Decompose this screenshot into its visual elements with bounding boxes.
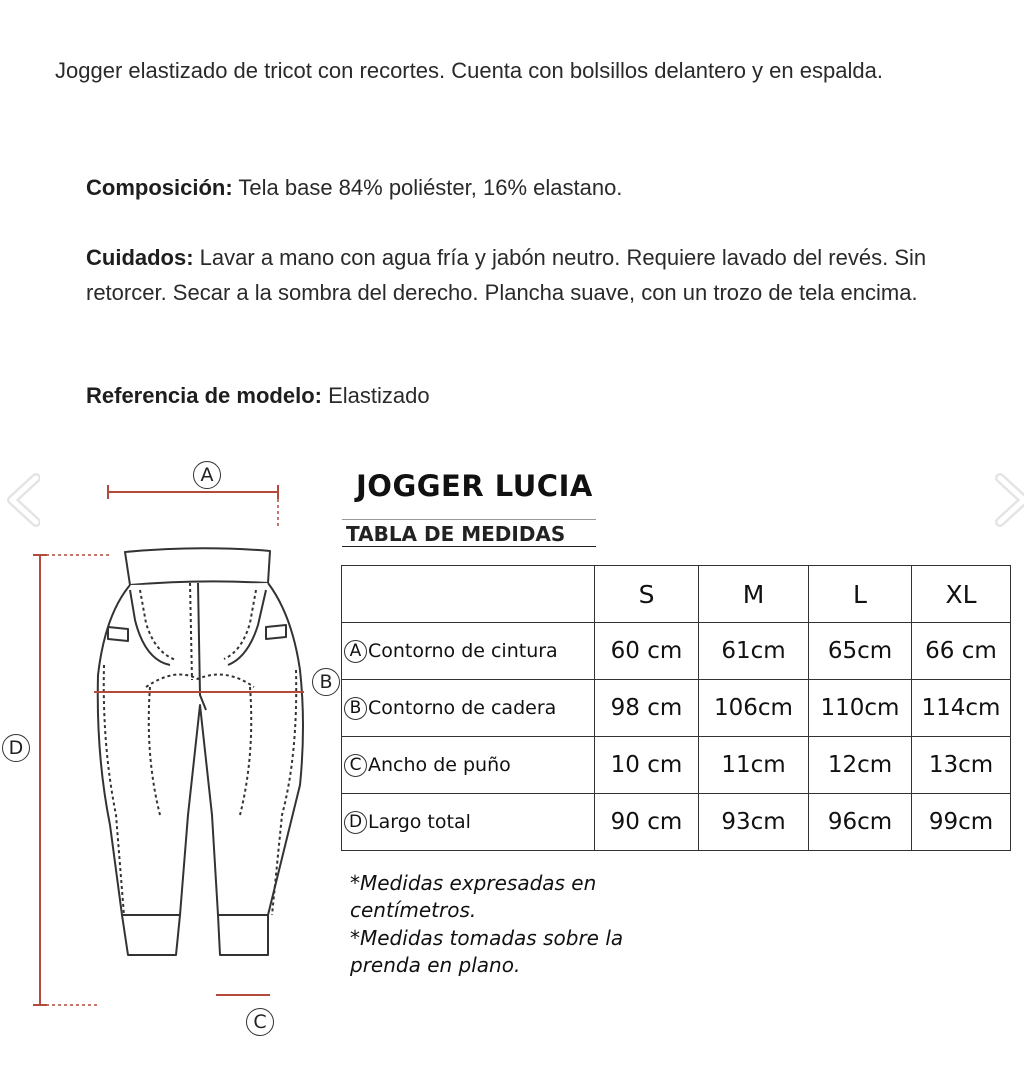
size-header: XL — [912, 566, 1011, 623]
chart-title: JOGGER LUCIA — [356, 469, 593, 503]
table-cell: 90 cm — [595, 794, 699, 851]
table-header-row — [342, 566, 1011, 623]
table-cell: 11cm — [699, 737, 809, 794]
table-row — [342, 737, 1011, 794]
measure-name: Contorno de cadera — [368, 696, 557, 719]
size-header: L — [809, 566, 912, 623]
row-label — [342, 794, 595, 851]
table-cell: 66 cm — [912, 623, 1011, 680]
measure-name: Largo total — [368, 810, 471, 833]
measure-label-a: A — [193, 461, 221, 489]
chart-subtitle: TABLA DE MEDIDAS — [346, 522, 566, 546]
row-label — [342, 623, 595, 680]
product-description: Jogger elastizado de tricot con recortes. Cuenta con bolsillos delantero y en espalda. — [55, 58, 883, 83]
chevron-right-icon — [992, 470, 1024, 530]
composition-line — [86, 171, 986, 204]
table-cell: 99cm — [912, 794, 1011, 851]
row-label — [342, 737, 595, 794]
care-label: Cuidados: — [86, 245, 194, 270]
table-row — [342, 794, 1011, 851]
composition-label: Composición: — [86, 175, 233, 200]
measure-key: A — [344, 640, 367, 663]
measure-key: B — [344, 697, 367, 720]
size-header: M — [699, 566, 809, 623]
table-row — [342, 623, 1011, 680]
table-cell: 61cm — [699, 623, 809, 680]
subtitle-underline — [342, 546, 596, 547]
note-units: *Medidas expresadas en centímetros. — [350, 871, 597, 922]
table-cell: 65cm — [809, 623, 912, 680]
care-value: Lavar a mano con agua fría y jabón neutro. Requiere lavado del revés. Sin retorcer. Secar a la sombra del derecho. Plancha suave, con un trozo de tela encima. — [86, 245, 927, 305]
measure-name: Ancho de puño — [368, 753, 511, 776]
row-label — [342, 680, 595, 737]
table-cell: 110cm — [809, 680, 912, 737]
measure-key: D — [344, 811, 367, 834]
measure-label-b: B — [312, 668, 340, 696]
measure-key: C — [344, 754, 367, 777]
measure-label-c: C — [246, 1008, 274, 1036]
reference-value: Elastizado — [321, 383, 430, 408]
jogger-diagram — [0, 455, 340, 1035]
reference-label: Referencia de modelo: — [86, 383, 322, 408]
measure-label-d: D — [2, 734, 30, 762]
table-cell: 93cm — [699, 794, 809, 851]
table-cell: 60 cm — [595, 623, 699, 680]
size-header: S — [595, 566, 699, 623]
model-reference — [86, 379, 986, 412]
table-cell: 98 cm — [595, 680, 699, 737]
size-table — [341, 565, 1011, 851]
care-instructions — [86, 240, 966, 310]
table-header-empty — [342, 566, 595, 623]
measure-name: Contorno de cintura — [368, 639, 558, 662]
note-flat: *Medidas tomadas sobre la prenda en plano. — [350, 926, 624, 977]
carousel-next-button[interactable] — [992, 470, 1024, 530]
divider — [342, 519, 596, 520]
table-row — [342, 680, 1011, 737]
table-cell: 106cm — [699, 680, 809, 737]
table-cell: 10 cm — [595, 737, 699, 794]
table-cell: 114cm — [912, 680, 1011, 737]
table-cell: 12cm — [809, 737, 912, 794]
table-cell: 96cm — [809, 794, 912, 851]
table-cell: 13cm — [912, 737, 1011, 794]
composition-value: Tela base 84% poliéster, 16% elastano. — [232, 175, 623, 200]
